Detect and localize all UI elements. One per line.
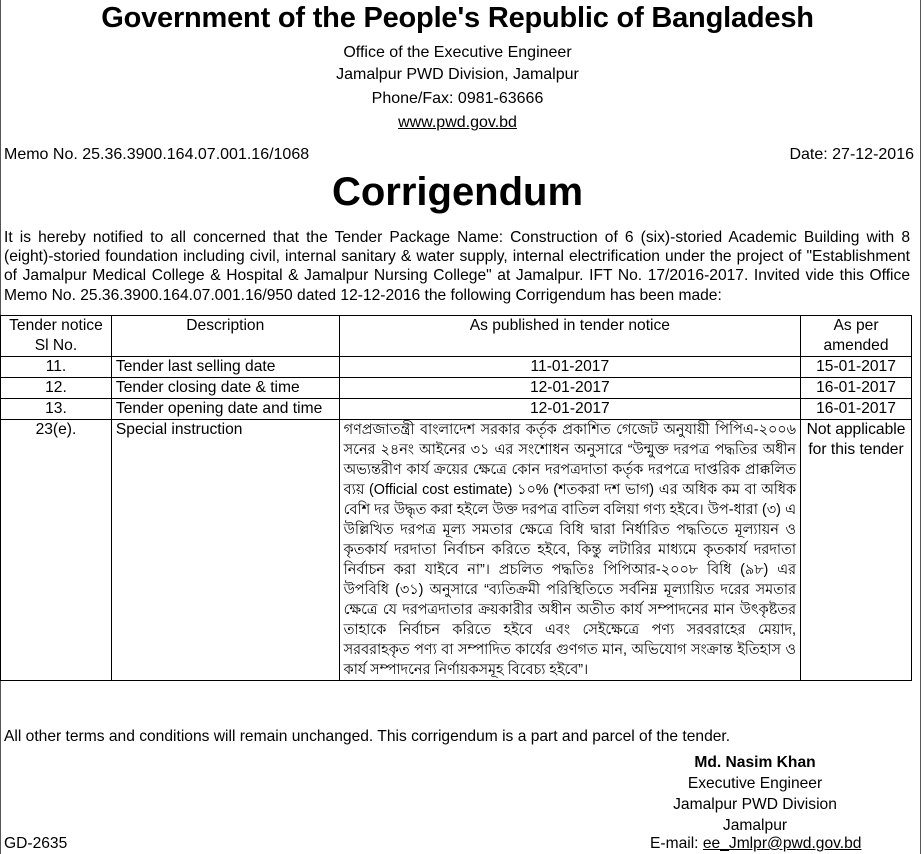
website-link[interactable]: www.pwd.gov.bd xyxy=(398,114,517,131)
corrigendum-table xyxy=(0,315,912,681)
cell-amended: 15-01-2017 xyxy=(801,357,912,378)
cell-amended: 16-01-2017 xyxy=(801,378,912,399)
division-name: Jamalpur PWD Division, Jamalpur xyxy=(336,66,579,83)
email-link[interactable]: ee_Jmlpr@pwd.gov.bd xyxy=(702,835,862,852)
cell-sl: 12. xyxy=(1,378,112,399)
cell-sl: 13. xyxy=(1,399,112,420)
col-header-description: Description xyxy=(111,316,339,357)
table-row xyxy=(1,399,912,420)
col-header-amended: As per amended xyxy=(801,316,912,357)
memo-date: Date: 27-12-2016 xyxy=(789,146,914,163)
table-row xyxy=(1,378,912,399)
cell-amended: 16-01-2017 xyxy=(801,399,912,420)
table-row xyxy=(1,357,912,378)
col-header-sl: Tender notice Sl No. xyxy=(1,316,112,357)
signatory-title: Executive Engineer xyxy=(687,775,823,792)
email-label: E-mail: xyxy=(650,835,699,852)
memo-number: Memo No. 25.36.3900.164.07.001.16/1068 xyxy=(4,146,310,163)
cell-special-instruction-text: গণপ্রজাতন্ত্রী বাংলাদেশ সরকার কর্তৃক প্রকাশিত গেজেট অনুযায়ী পিপিএ-২০০৬ সনের ২৪নং আইনের ৩১ এর সংশোধন অনুসারে “উন্মুক্ত দরপত্র পদ্ধতির অধীন অভ্যন্তরীণ কার্য ক্রয়ের ক্ষেত্রে কোন দরপত্রদাতা কর্তৃক দরপত্রে দাপ্তরিক প্রাক্কলিত ব্যয় (Official cost estimate) ১০% (শতকরা দশ ভাগ) এর অধিক কম বা অধিক বেশি দর উদ্ধৃত করা হইলে উক্ত দরপত্র বাতিল বলিয়া গণ্য হইবে। উপ-ধারা (৩) এ উল্লিখিত দরপত্র মূল্য সমতার ক্ষেত্রে বিধি দ্বারা নির্ধারিত পদ্ধতিতে মূল্যায়ন ও কৃতকার্য দরদাতা নির্বাচন করিতে হইবে, কিন্তু লটারির মাধ্যমে কৃতকার্য দরদাতা নির্বাচন করা যাইবে না”। প্রচলিত পদ্ধতিঃ পিপিআর-২০০৮ বিধি (৯৮) এর উপবিধি (৩১) অনুসারে “ব্যতিক্রমী পরিস্থিতিতে সর্বনিম্ন মূল্যায়িত দরের সমতার ক্ষেত্রে যে দরপত্রদাতার ক্রয়কারীর অধীন অতীত কার্য সম্পাদনের মান উৎকৃষ্টতর তাহাকে নির্বাচন করিতে হইবে এবং সেইক্ষেত্রে পণ্য সরবরাহের মেয়াদ, সরবরাহকৃত পণ্য বা সম্পাদিত কার্যের গুণগত মান, অভিযোগ সংক্রান্ত ইতিহাস ও কার্য সম্পাদনের নির্ণায়কসমূহ বিবেচ্য হইবে”। xyxy=(339,420,800,681)
government-title: Government of the People's Republic of Bangladesh xyxy=(101,2,814,34)
signatory-name: Md. Nasim Khan xyxy=(694,754,816,771)
cell-description: Tender closing date & time xyxy=(111,378,339,399)
gd-number: GD-2635 xyxy=(4,835,68,852)
col-header-published: As published in tender notice xyxy=(339,316,800,357)
signatory-email xyxy=(650,835,861,853)
signatory-division: Jamalpur PWD Division xyxy=(673,796,837,813)
table-row-special xyxy=(1,420,912,681)
signatory-place: Jamalpur xyxy=(722,817,788,834)
table-header-row xyxy=(1,316,912,357)
cell-published: 11-01-2017 xyxy=(339,357,800,378)
cell-description: Special instruction xyxy=(111,420,339,681)
page-border-right xyxy=(920,0,921,854)
phone-fax: Phone/Fax: 0981-63666 xyxy=(371,90,544,107)
intro-paragraph: It is hereby notified to all concerned that the Tender Package Name: Construction of 6 (six)-storied Academic Building with 8 (eight)-storied foundation including civil, internal sanitary & water supply, internal electrification under the project of "Establishment of Jamalpur Medical College & Hospital & Jamalpur Nursing College" at Jamalpur. IFT No. 17/2016-2017. Invited vide this Office Memo No. 25.36.3900.164.07.001.16/950 dated 12-12-2016 the following Corrigendum has been made: xyxy=(4,229,910,304)
cell-published: 12-01-2017 xyxy=(339,378,800,399)
cell-sl: 11. xyxy=(1,357,112,378)
office-name: Office of the Executive Engineer xyxy=(343,44,572,61)
document-title: Corrigendum xyxy=(331,170,584,214)
closing-note: All other terms and conditions will remain unchanged. This corrigendum is a part and parcel of the tender. xyxy=(4,728,731,745)
cell-published: 12-01-2017 xyxy=(339,399,800,420)
cell-amended-not-applicable: Not applicable for this tender xyxy=(801,420,912,681)
cell-description: Tender opening date and time xyxy=(111,399,339,420)
cell-sl: 23(e). xyxy=(1,420,112,681)
cell-description: Tender last selling date xyxy=(111,357,339,378)
